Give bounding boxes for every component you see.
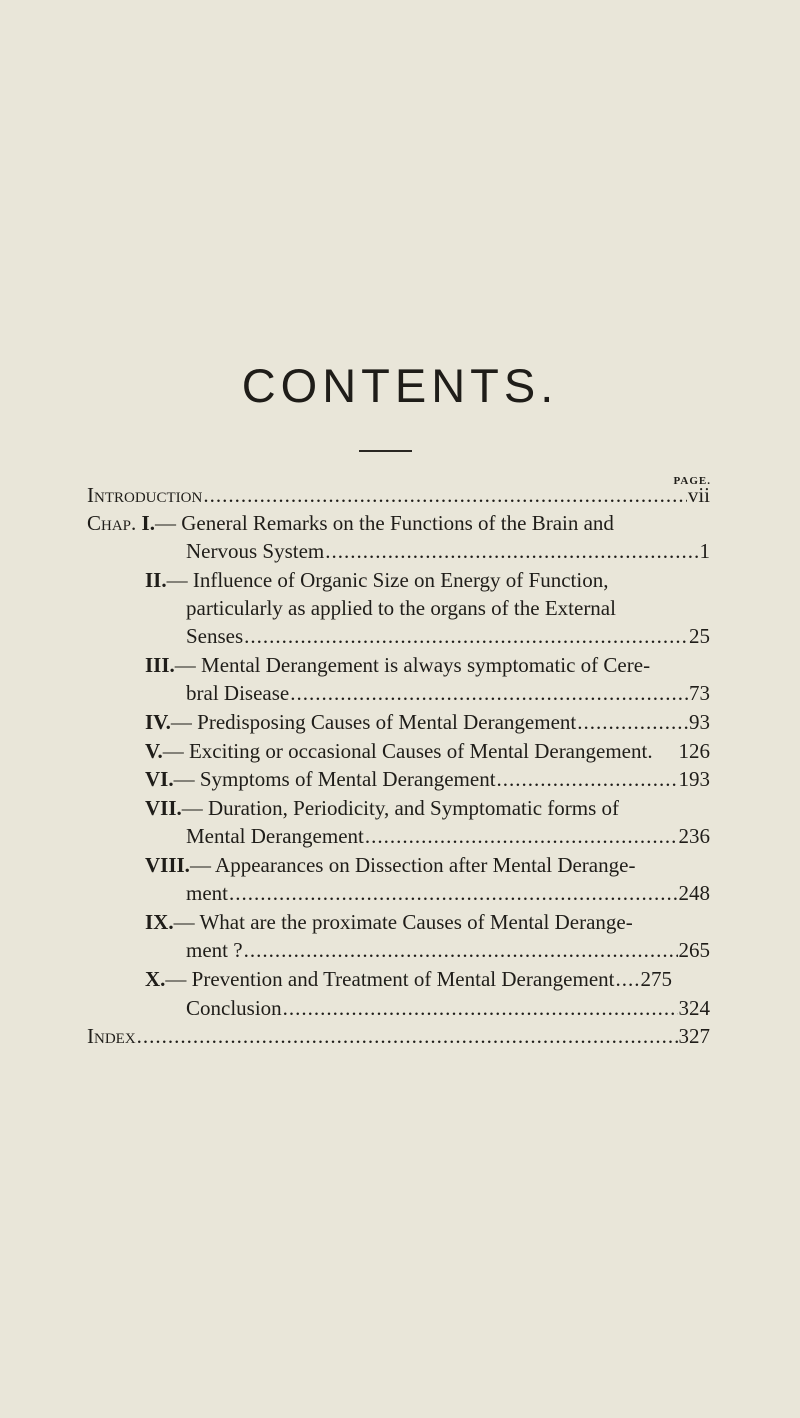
dot-leader xyxy=(290,679,688,707)
toc-entry-chapter-2 xyxy=(145,566,710,594)
dot-leader xyxy=(283,994,678,1022)
dot-leader xyxy=(325,537,698,565)
entry-page: vii xyxy=(687,483,710,507)
entry-title-cont: Mental Derangement xyxy=(186,824,364,848)
dash: — xyxy=(189,853,216,877)
chapter-number: I. xyxy=(141,511,155,535)
entry-title: General Remarks on the Functions of the Brain and xyxy=(181,511,614,535)
entry-page: 265 xyxy=(678,938,710,962)
entry-page: 327 xyxy=(678,1024,710,1048)
entry-label: Introduction xyxy=(87,483,203,507)
entry-page: 275 xyxy=(640,967,672,991)
page-column-heading: PAGE. xyxy=(673,475,711,487)
entry-label: Conclusion xyxy=(186,996,282,1020)
toc-entry-chapter-3-cont xyxy=(186,679,710,707)
toc-entry-chapter-9 xyxy=(145,908,710,936)
dot-leader xyxy=(229,879,678,907)
title-rule xyxy=(359,450,412,452)
dot-leader xyxy=(615,965,639,993)
entry-title-cont: particularly as applied to the organs of the External xyxy=(186,596,616,620)
dot-leader xyxy=(244,936,678,964)
entry-title: Exciting or occasional Causes of Mental Derangement. xyxy=(188,739,653,763)
toc-entry-index xyxy=(87,1022,710,1050)
chapter-number: IV. xyxy=(145,710,171,734)
toc-entry-chapter-10 xyxy=(145,965,710,993)
entry-title: Predisposing Causes of Mental Derangement xyxy=(197,710,577,734)
toc-entry-chapter-2-cont xyxy=(186,594,710,622)
toc-entry-chapter-8-cont xyxy=(186,879,710,907)
entry-title: Symptoms of Mental Derangement xyxy=(199,767,496,791)
dash: — xyxy=(173,910,200,934)
chapter-number: X. xyxy=(145,967,166,991)
entry-title: What are the proximate Causes of Mental Derange- xyxy=(199,910,633,934)
entry-title-cont: bral Disease xyxy=(186,681,290,705)
toc-entry-chapter-8 xyxy=(145,851,710,879)
chapter-number: VI. xyxy=(145,767,174,791)
toc-entry-conclusion xyxy=(186,994,710,1022)
toc-entry-introduction xyxy=(87,481,710,509)
entry-page: 236 xyxy=(678,824,710,848)
dash: — xyxy=(174,653,202,677)
toc-entry-chapter-2-cont2 xyxy=(186,622,710,650)
entry-label: Index xyxy=(87,1024,136,1048)
toc-entry-chapter-4 xyxy=(145,708,710,736)
page-title: CONTENTS. xyxy=(241,359,559,412)
chapter-number: IX. xyxy=(145,910,174,934)
entry-title-cont: Nervous System xyxy=(186,539,325,563)
entry-title-cont: Senses xyxy=(186,624,244,648)
chapter-number: II. xyxy=(145,568,167,592)
dot-leader xyxy=(137,1022,678,1050)
toc-entry-chapter-1-cont xyxy=(186,537,710,565)
chapter-number: VII. xyxy=(145,796,182,820)
dash: — xyxy=(181,796,209,820)
dash: — xyxy=(165,967,192,991)
entry-page: 324 xyxy=(678,996,710,1020)
toc-entry-chapter-9-cont xyxy=(186,936,710,964)
entry-title: Influence of Organic Size on Energy of Function, xyxy=(192,568,609,592)
dash: — xyxy=(154,511,182,535)
toc-entry-chapter-3 xyxy=(145,651,710,679)
entry-title: Appearances on Dissection after Mental Derange- xyxy=(215,853,636,877)
dot-leader xyxy=(577,708,688,736)
entry-page: 248 xyxy=(678,881,710,905)
dash: — xyxy=(162,739,189,763)
chap-prefix: Chap. xyxy=(87,511,137,535)
dot-leader xyxy=(365,822,678,850)
entry-title: Duration, Periodicity, and Symptomatic forms of xyxy=(208,796,620,820)
dash: — xyxy=(166,568,193,592)
entry-title-cont: ment ? xyxy=(186,938,243,962)
entry-title: Mental Derangement is always symptomatic of Cere- xyxy=(201,653,651,677)
chapter-number: III. xyxy=(145,653,175,677)
toc-entry-chapter-5 xyxy=(145,737,710,765)
entry-page: 193 xyxy=(678,767,710,791)
chapter-number: V. xyxy=(145,739,163,763)
entry-page: 25 xyxy=(689,624,710,648)
toc-entry-chapter-7 xyxy=(145,794,710,822)
entry-page: 93 xyxy=(689,710,710,734)
toc-entry-chapter-6 xyxy=(145,765,710,793)
entry-page: 73 xyxy=(689,681,710,705)
dot-leader xyxy=(203,481,687,509)
entry-title-cont: ment xyxy=(186,881,228,905)
toc-entry-chapter-7-cont xyxy=(186,822,710,850)
chapter-number: VIII. xyxy=(145,853,190,877)
dot-leader xyxy=(497,765,678,793)
toc-entry-chapter-1 xyxy=(87,509,710,537)
entry-title: Prevention and Treatment of Mental Derangement xyxy=(191,967,615,991)
entry-page: 1 xyxy=(699,539,710,563)
dash: — xyxy=(173,767,200,791)
entry-page: 126 xyxy=(678,739,710,763)
dot-leader xyxy=(244,622,688,650)
dash: — xyxy=(170,710,198,734)
